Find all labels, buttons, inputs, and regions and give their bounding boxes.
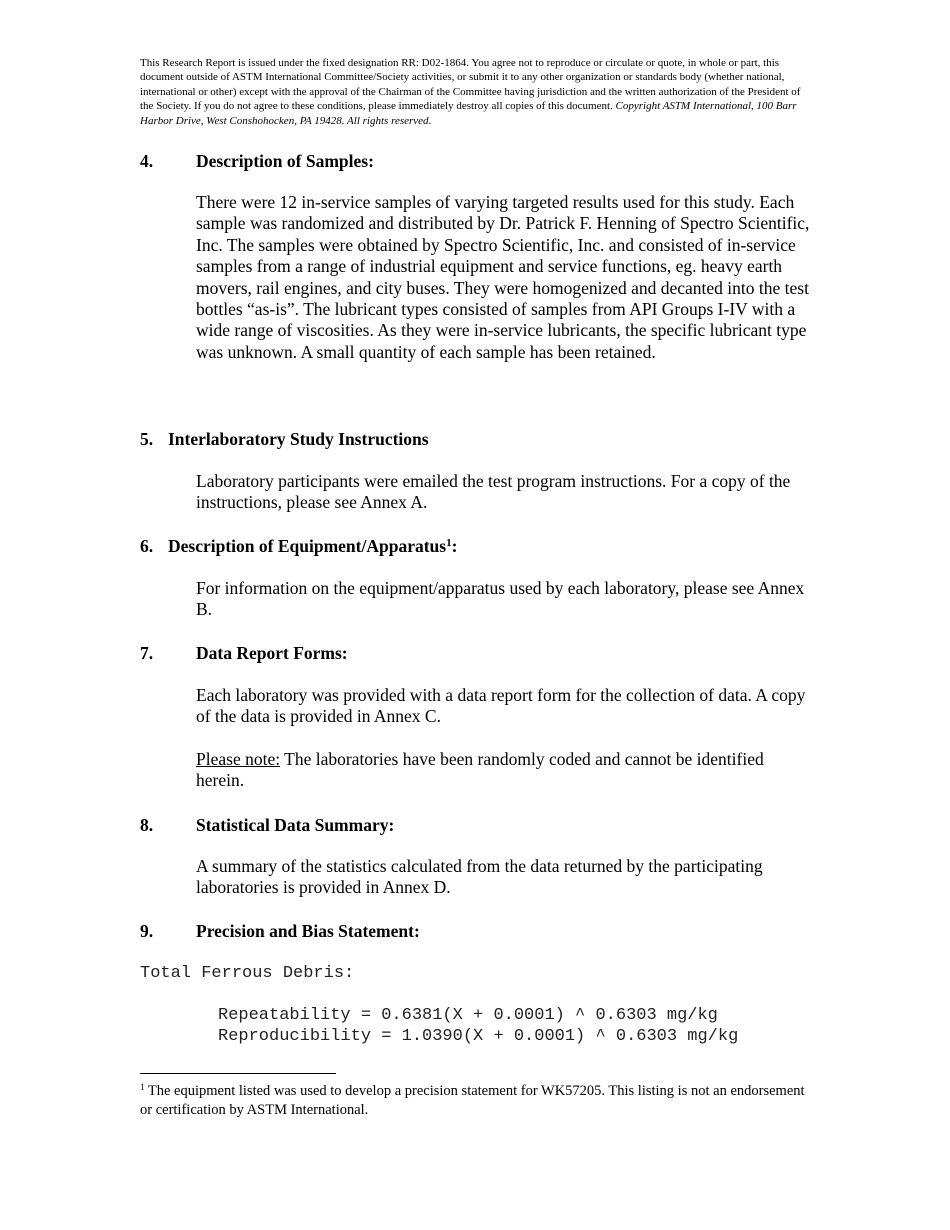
footnote — [140, 1082, 810, 1119]
section-8-body: A summary of the statistics calculated from the data returned by the participating laboratories is provided in Annex D. — [196, 856, 763, 898]
section-4-body: There were 12 in-service samples of varying targeted results used for this study. Each sample was randomized and distributed by Dr. Patrick F. Henning of Spectro Scientific, Inc. The samples were obtained by Spectro Scientific, Inc. and consisted of in-service samples from a range of industrial equipment and service functions, eg. heavy earth movers, rail engines, and city buses. They were homogenized and decanted into the test bottles “as-is”. The lubricant types consisted of samples from API Groups I-IV with a wide range of viscosities. As they were in-service lubricants, the specific lubricant type was unknown. A small quantity of each sample has been retained. — [196, 192, 810, 362]
note-body: The laboratories have been randomly coded and cannot be identified herein. — [196, 749, 764, 791]
section-number: 5. — [140, 429, 154, 449]
section-title: Statistical Data Summary: — [196, 815, 395, 835]
section-6-body: For information on the equipment/apparatus used by each laboratory, please see Annex B. — [196, 578, 805, 620]
section-number: 6. — [140, 536, 154, 556]
section-7-body: Each laboratory was provided with a data report form for the collection of data. A copy of the data is provided in Annex C. — [196, 685, 806, 727]
notice-text: This Research Report is issued under the fixed designation RR: D02-1864. You agree not to reproduce or circulate or quote, in whole or part, this document outside of ASTM International Committee/Society activities, or submit it to any other organization or standards body (whether national, international or other) except with the approval of the Chairman of the Committee having jurisdiction and the written authorization of the President of the Society. If you do not agree to these conditions, please immediately destroy all copies of this document. — [140, 57, 801, 113]
notice-end: . — [428, 114, 432, 127]
section-number: 9. — [140, 921, 154, 941]
section-title-colon: : — [451, 536, 458, 556]
section-title: Precision and Bias Statement: — [196, 921, 420, 941]
repeatability-formula: Repeatability = 0.6381(X + 0.0001) ^ 0.6303 mg/kg — [218, 1006, 718, 1025]
section-7-note — [196, 749, 816, 792]
section-5-body: Laboratory participants were emailed the test program instructions. For a copy of the instructions, please see Annex A. — [196, 471, 791, 513]
section-title: Data Report Forms: — [196, 643, 348, 663]
footnote-text: The equipment listed was used to develop a precision statement for WK57205. This listing is not an endorsement or certification by ASTM International. — [140, 1083, 805, 1118]
section-number: 7. — [140, 643, 154, 663]
reproducibility-formula: Reproducibility = 1.0390(X + 0.0001) ^ 0.6303 mg/kg — [218, 1027, 739, 1046]
section-title: Description of Samples: — [196, 151, 374, 171]
notice-copyright: Copyright ASTM International, 100 Barr Harbor Drive, West Conshohocken, PA 19428. All rights reserved — [140, 100, 797, 127]
note-label: Please note: — [196, 749, 281, 769]
footnote-marker: 1 — [140, 1082, 145, 1092]
section-title-text: Description of Equipment/Apparatus — [168, 536, 447, 556]
section-number: 4. — [140, 151, 154, 171]
section-title — [168, 536, 457, 556]
copyright-notice — [140, 56, 810, 128]
footnote-ref: 1 — [446, 537, 452, 549]
section-title: Interlaboratory Study Instructions — [168, 429, 429, 449]
section-number: 8. — [140, 815, 154, 835]
footnote-separator — [140, 1073, 336, 1074]
precision-subject: Total Ferrous Debris: — [140, 964, 355, 983]
